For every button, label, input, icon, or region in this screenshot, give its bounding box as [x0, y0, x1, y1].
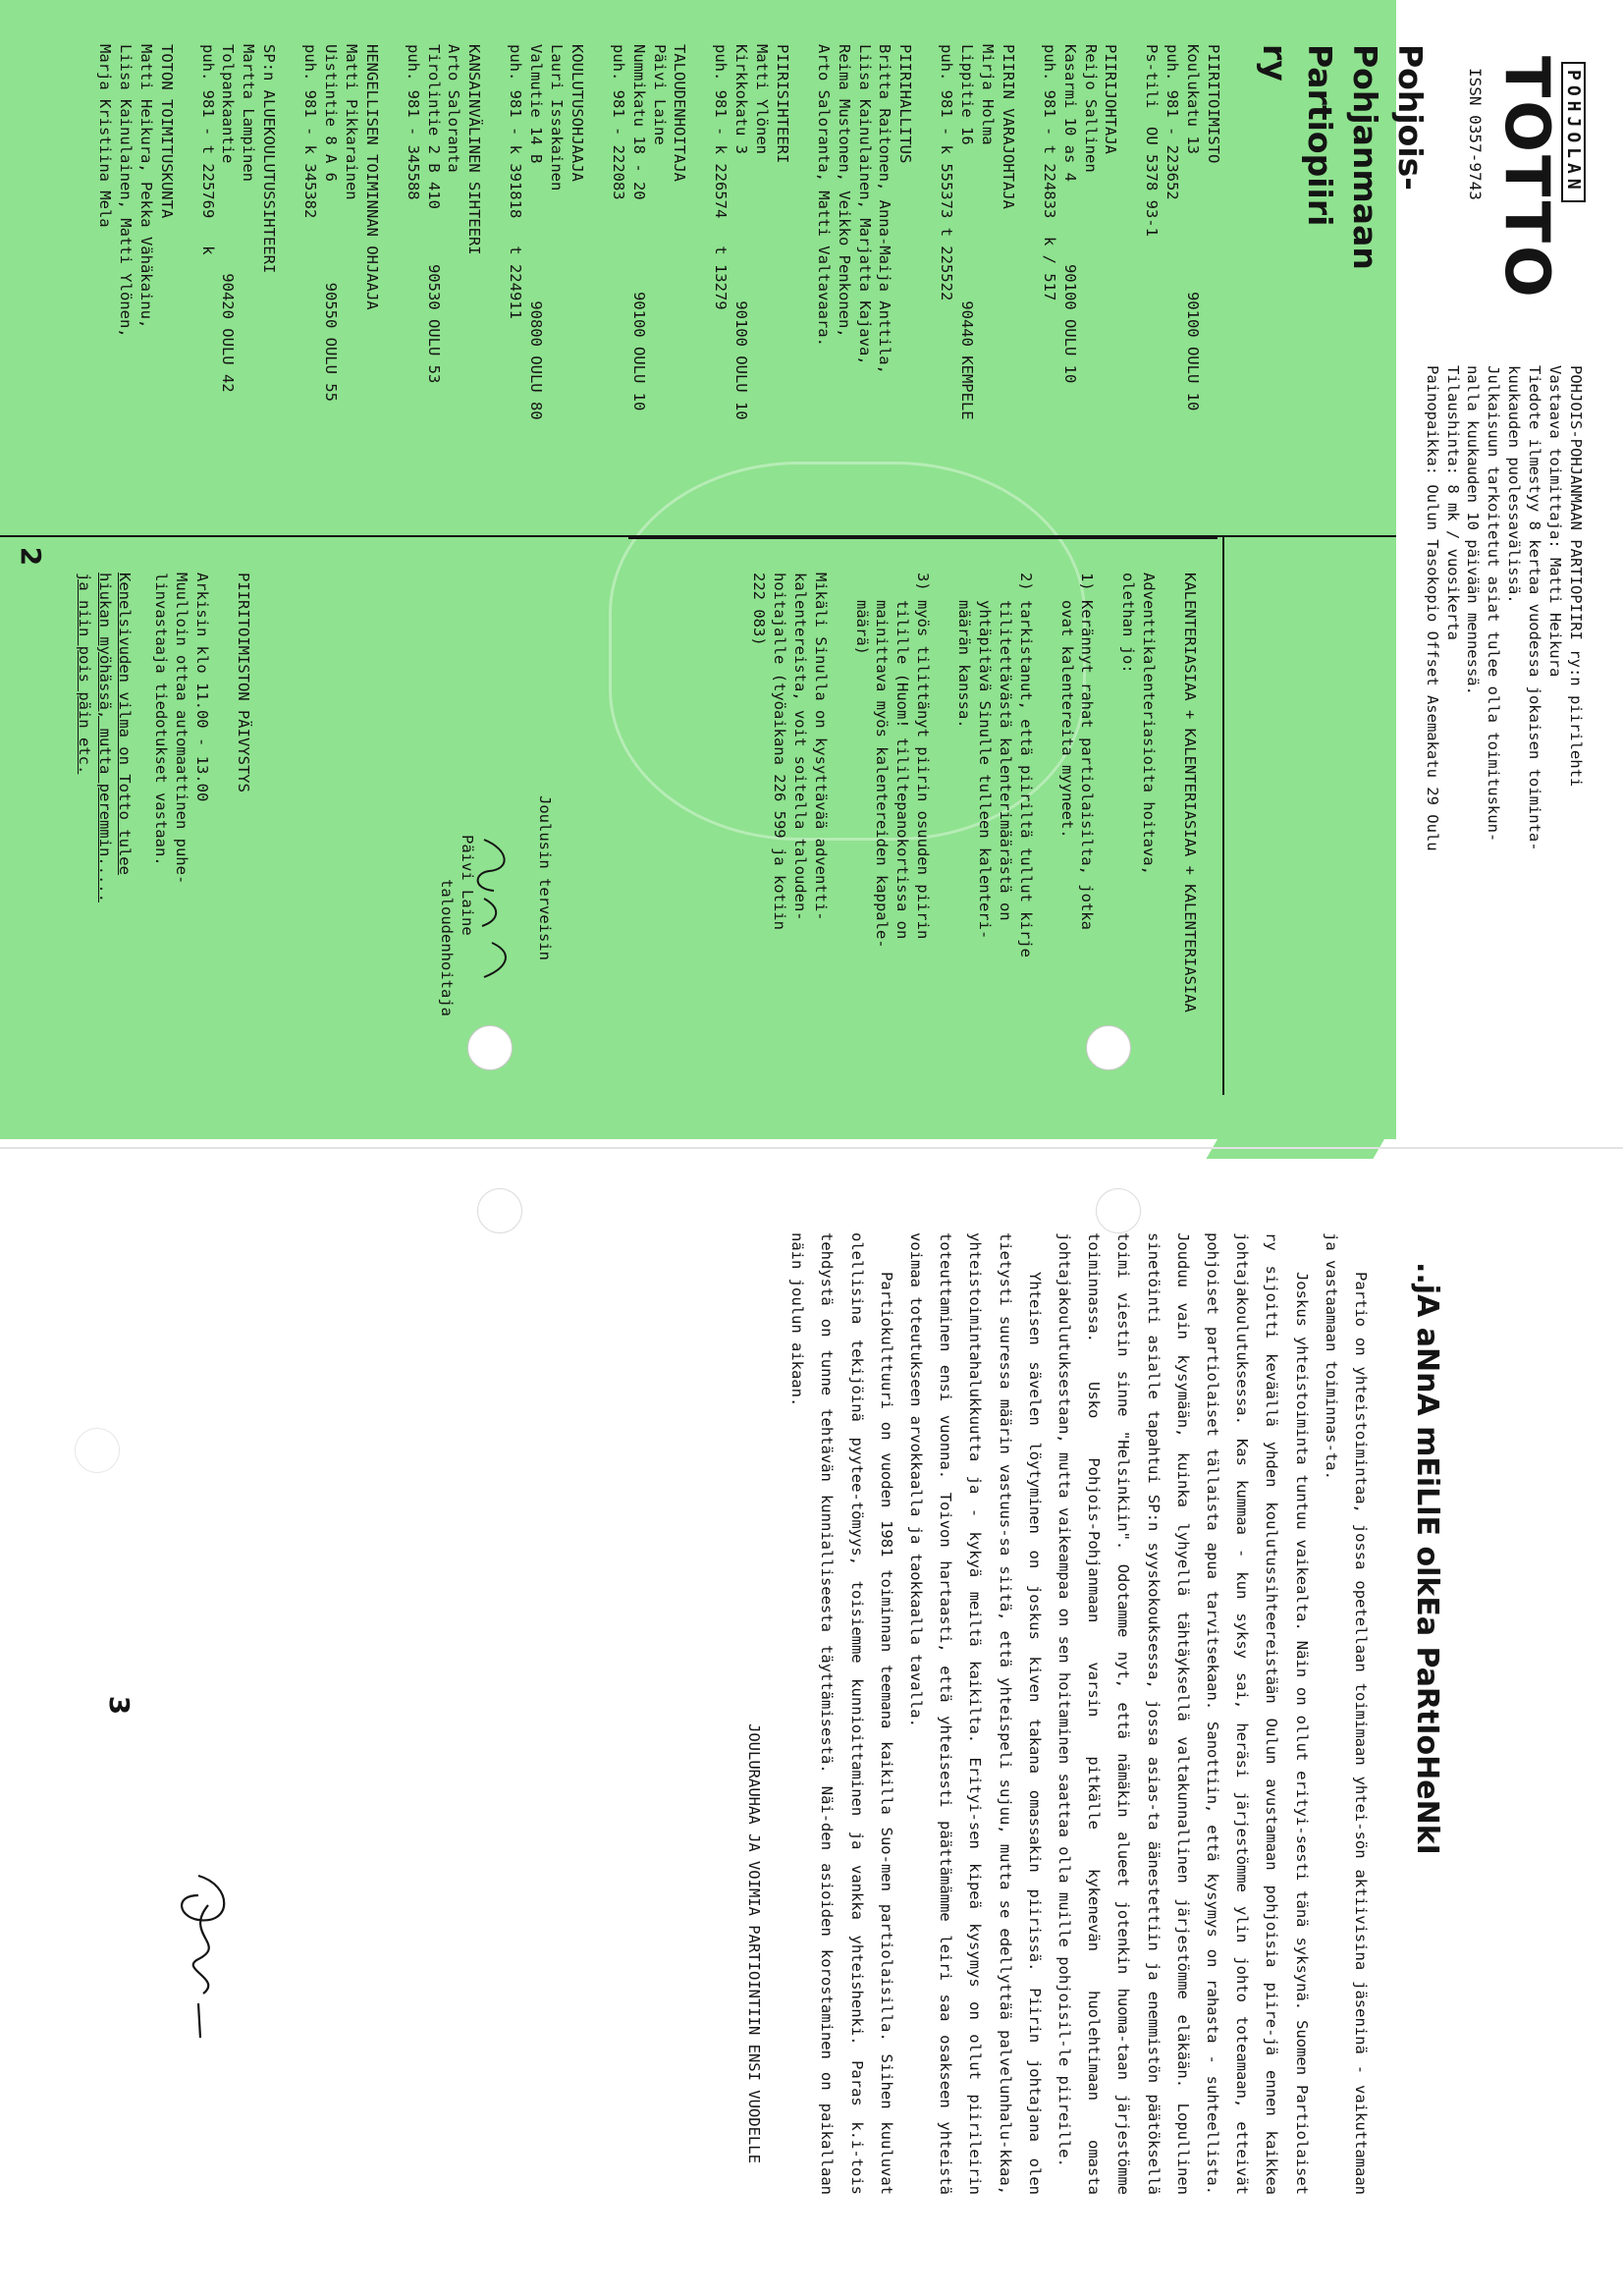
contact-line: Liisa Kainulainen, Marjatta Kajava,: [855, 44, 874, 365]
office-line: Muulloin ottaa automaattinen puhe-: [173, 573, 191, 885]
calendar-line: ovat kalentereita myyneet.: [1057, 573, 1076, 839]
contact-line: Liisa Kainulainen, Matti Ylönen,: [116, 44, 135, 338]
calendar-line: tilitettävästä kalenterimäärästä on: [996, 573, 1014, 921]
contact-line: TOTON TOIMITUSKUNTA: [157, 44, 176, 219]
article-paragraph: Yhteisen sävelen löytyminen on joskus kiven takana omassakin piirissä. Piirin johtajana olen tietysti suuressa määrin vastuus-sa siitä, että yhteispeli sujuu, mutta se edellyttää palvelunhalu-kkaa, yhteistoimintahalukkuutta ja - kykyä meiltä kaikilta. Erityi-sen kipeä kysymys on ollut piirileirin toteuttaminen ensi vuonna. Toivon hartaasti, että yhteisesti päättämämme leiri saa osakseen yhteistä voimaa toteutukseen arvokkaalla ja taokkaalla tavalla.: [906, 1232, 1044, 2195]
calendar-line: yhtäpitävä Sinulle tulleen kalenteri-: [975, 573, 994, 940]
contact-line: [689, 44, 710, 555]
article-paragraph: Partiokulttuuri on vuoden 1981 toiminnan teemana kaikilla Suo-men partiolaisilla. Siihen kuuluvat olellisina tekijöinä pyytee-tömyys, toisiemme kunnioittaminen ja vankka yhteishenki. Paras k.i-tois tehdystä on tunne tehtävän kunnialliseesta täyttämisestä. Näi-den asioiden korostaminen on paikallaan näin joulun aikaan.: [788, 1232, 895, 2195]
contact-line: Reijo Sallinen: [1081, 44, 1100, 173]
page3-article: [739, 1232, 1448, 2195]
contact-line: Valmutie 14 B 90800 OULU 80: [527, 44, 546, 420]
calendar-notice: [748, 573, 1200, 1122]
masthead: [1422, 365, 1586, 1269]
calendar-line: [933, 573, 953, 1122]
office-line: linvastaaja tiedotukset vastaan.: [152, 573, 171, 866]
contact-line: Kirkkokatu 3 90100 OULU 10: [732, 44, 751, 420]
office-line: PIIRITOIMISTON PÄIVYSTYS: [235, 573, 252, 793]
contacts-lines: [94, 44, 1223, 555]
torn-page-edge: [1206, 1120, 1395, 1159]
calendar-line: kalentereista, voit soitella talouden-: [790, 573, 809, 921]
binder-hole: [467, 1025, 513, 1070]
masthead-line: Tilaushinta: 8 mk / vuosikerta: [1443, 365, 1462, 640]
contact-line: Kasarmi 10 as 4 90100 OULU 10: [1060, 44, 1079, 384]
contact-line: TALOUDENHOITAJA: [671, 44, 689, 182]
logo-pohjolan: POHJOLAN: [1561, 62, 1586, 202]
calendar-line: 1) Kerännyt rahat partiolaisilta, jotka: [1078, 573, 1097, 930]
calendar-line: [1036, 573, 1056, 1122]
contact-line: puh. 981 - k 226574 t 13279: [712, 44, 730, 310]
contact-line: puh. 981 - t 224833 k / 517: [1040, 44, 1058, 301]
contact-line: puh. 981 - 345588: [404, 44, 422, 200]
calendar-line: Adventtikalenteriasioita hoitava,: [1140, 573, 1159, 875]
calendar-line: olethan jo:: [1119, 573, 1138, 674]
masthead-line: nalla kuukauden 10 päivään mennessä.: [1464, 365, 1483, 695]
contact-line: [587, 44, 608, 555]
contact-line: [279, 44, 299, 555]
calendar-line: 3) myös tilittänyt piirin osuuden piirin: [914, 573, 933, 940]
contact-line: Lippitie 16 90440 KEMPELE: [958, 44, 977, 420]
contact-line: Reima Mustonen, Veikko Penkonen,: [835, 44, 853, 338]
contact-line: puh. 981 - 222083: [609, 44, 627, 200]
contact-line: [792, 44, 813, 555]
article-paragraph: Partio on yhteistoimintaa, jossa opetellaan toimimaan yhtei-sön aktiivisina jäseninä - vaikuttamaan ja vastaamaan toiminnas-ta.: [1322, 1232, 1370, 2195]
calendar-line: Mikäli Sinulla on kysyttävää adventti-: [811, 573, 830, 921]
contact-line: Matti Ylönen: [753, 44, 772, 154]
contact-line: [382, 44, 403, 555]
contact-line: [177, 44, 197, 555]
contact-line: Ps-tili OU 5378 93-1: [1143, 44, 1162, 237]
contact-line: Uistintie 8 A 6 90550 OULU 55: [322, 44, 341, 402]
calendar-line: [831, 573, 851, 1122]
contact-line: puh. 981 - k 345382: [301, 44, 320, 219]
masthead-line: POHJOIS-POHJANMAAN PARTIOPIIRI ry:n piirilehti: [1567, 365, 1585, 788]
horizontal-divider: [628, 537, 1217, 539]
binder-hole: [1086, 1025, 1131, 1070]
masthead-lines: [1422, 365, 1586, 1269]
column-separator: [1222, 535, 1224, 1095]
office-line: Arkisin klo 11.00 - 13.00: [193, 573, 212, 802]
contact-line: KANSAINVÄLINEN SIHTEERI: [465, 44, 484, 255]
issn-number: ISSN 0357-9743: [1466, 68, 1485, 200]
article-paragraph: Joskus yhteistoiminta tuntuu vaikealta. Näin on ollut erityi-sesti tänä syksynä. Suomen Partiolaiset ry sijoitti keväällä yhden koulutussihteereistään Oulun avustamaan pohjoisia piire-jä ennen kaikkea johtajakoulutuksessa. Kas kummaa - kun syksy sai, heräsi järjestömme ylin johto toteamaan, etteivät pohjoiset partiolaiset tällaista apua tarvitsekaan. Sanottiin, että kysymys on rahasta - suhteellista. Jouduu vain kysymään, kuinka lyhyellä tähtäyksellä valtakunnallinen järjestömme eläkään. Lopullinen sinetöinti asialle tapahtui SP:n syyskokouksessa, jossa asias-ta äänestettiin ja enemmistön päätöksellä toimi viestin sinne "Helsinkiin". Odotamme nyt, että nämäkin alueet jotenkin huoma-taan järjestömme toiminnassa. Usko Pohjois-Pohjanmaan varsin pitkälle kykenevän huolehtimaan omasta johtajakoulutuksestaan, mutta vaikeampaa on sen hoitaminen saattaa olla muille pohjoisil-le piireille.: [1055, 1232, 1311, 2195]
calendar-line: 222 083): [749, 573, 768, 646]
contact-line: puh. 981 - 223652: [1163, 44, 1182, 200]
contact-line: Arto Saloranta: [445, 44, 463, 173]
contact-line: puh. 981 - k 555373 t 225522: [938, 44, 956, 301]
article-title: ..jA aNnA mEiLlE olkEa PaRtIoHeNkI: [1410, 1262, 1444, 1855]
masthead-line: Julkaisuun tarkoitetut asiat tulee olla toimituskun-: [1485, 365, 1503, 843]
binder-hole-shadow: [477, 1188, 522, 1233]
handwritten-signature-sallinen: [139, 1866, 257, 2052]
contact-line: Arto Saloranta, Matti Valtavaara.: [814, 44, 833, 347]
contact-line: Martta Lampinen: [240, 44, 258, 182]
footer-line: ja niin pois päin etc.: [75, 573, 93, 775]
office-hours: [74, 573, 253, 1162]
calendar-line: määrän kanssa.: [955, 573, 974, 729]
contact-line: Lauri Issakainen: [548, 44, 566, 191]
calendar-line: tilille (Huom! tililtepanokortissa on: [893, 573, 912, 940]
signature-name: Päivi Laine: [459, 835, 477, 936]
binder-hole-shadow: [1096, 1188, 1141, 1233]
masthead-line: Tiedote ilmestyy 8 kertaa vuodessa jokaisen toiminta-: [1526, 365, 1544, 851]
signature-role: taloudenhoitaja: [438, 879, 457, 1016]
contact-line: KOULUTUSOHJAAJA: [568, 44, 586, 182]
contact-line: [915, 44, 936, 555]
contact-line: PIIRIJOHTAJA: [1102, 44, 1120, 154]
contact-line: Tolpankaantie 90420 OULU 42: [219, 44, 238, 393]
contact-line: Tirolintie 2 B 410 90530 OULU 53: [424, 44, 443, 384]
contact-line: PIIRIHALLITUS: [896, 44, 915, 164]
contact-line: [1018, 44, 1039, 555]
org-name: Pohjois-Pohjanmaan Partiopiiri ry: [1256, 44, 1430, 270]
footer-line: hiukan myöhässä, mutta peremmin.....: [95, 573, 114, 902]
contact-line: SP:n ALUEKOULUTUSSIHTEERI: [260, 44, 279, 274]
masthead-line: Painopaikka: Oulun Tasokopio Offset Asemakatu 29 Oulu: [1423, 365, 1441, 851]
contact-line: Nummikatu 18 - 20 90100 OULU 10: [629, 44, 648, 411]
contact-line: HENGELLISEN TOIMINNAN OHJAAJA: [362, 44, 381, 310]
contact-line: PIIRITOIMISTO: [1205, 44, 1222, 164]
contact-line: [1120, 44, 1141, 555]
contacts-column: [94, 44, 1223, 555]
contact-line: Matti Heikura, Pekka Vähäkainu,: [136, 44, 155, 329]
contact-line: puh. 981 - k 391818 t 224911: [507, 44, 525, 319]
contact-line: [484, 44, 505, 555]
footer-line: Kenelsivuden vilma on Totto tulee: [116, 573, 135, 875]
article-body: [783, 1232, 1376, 2195]
contact-line: Matti Pikkarainen: [342, 44, 360, 200]
contact-line: Mirja Holma: [979, 44, 998, 145]
office-line: [212, 573, 233, 1162]
calendar-heading: KALENTERIASIAA + KALENTERIASIAA + KALENTERIASIAA: [1181, 573, 1199, 1012]
footer-note: [74, 573, 135, 1162]
contact-line: Koulukatu 13 90100 OULU 10: [1184, 44, 1203, 411]
contact-line: PIIRISIHTEERI: [773, 44, 791, 164]
logo-totto: TOTTO: [1491, 56, 1563, 301]
calendar-line: 2) tarkistanut, että piiriltä tullut kirje: [1016, 573, 1035, 957]
contact-line: PIIRIN VARAJOHTAJA: [999, 44, 1017, 209]
contact-line: Britta Raitonen, Anna-Maija Anttila,: [876, 44, 894, 374]
page-number-3: 3: [103, 1695, 136, 1716]
closing-line: JOULURAUHAA JA VOIMIA PARTIOINTIIN ENSI VUODELLE: [744, 1723, 763, 2163]
office-lines: [150, 573, 253, 1162]
masthead-line: Vastaava toimittaja: Matti Heikura: [1546, 365, 1565, 678]
greeting: Joulusin terveisin: [536, 795, 554, 960]
handwritten-signature-laine: [455, 830, 523, 1007]
page-number-2: 2: [15, 546, 48, 567]
calendar-line: määrä): [852, 573, 871, 655]
calendar-line: mainittava myös kalentereiden kappale-: [873, 573, 892, 949]
contact-line: Marja Kristiina Mela: [96, 44, 115, 228]
contact-line: Päivi Laine: [650, 44, 669, 145]
masthead-line: kuukauden puolessavälissä.: [1505, 365, 1524, 604]
contact-line: puh. 981 - t 225769 k: [198, 44, 217, 255]
calendar-line: hoitajalle (työaikana 226 599 ja kotiin: [770, 573, 788, 930]
binder-hole-shadow: [75, 1428, 120, 1473]
